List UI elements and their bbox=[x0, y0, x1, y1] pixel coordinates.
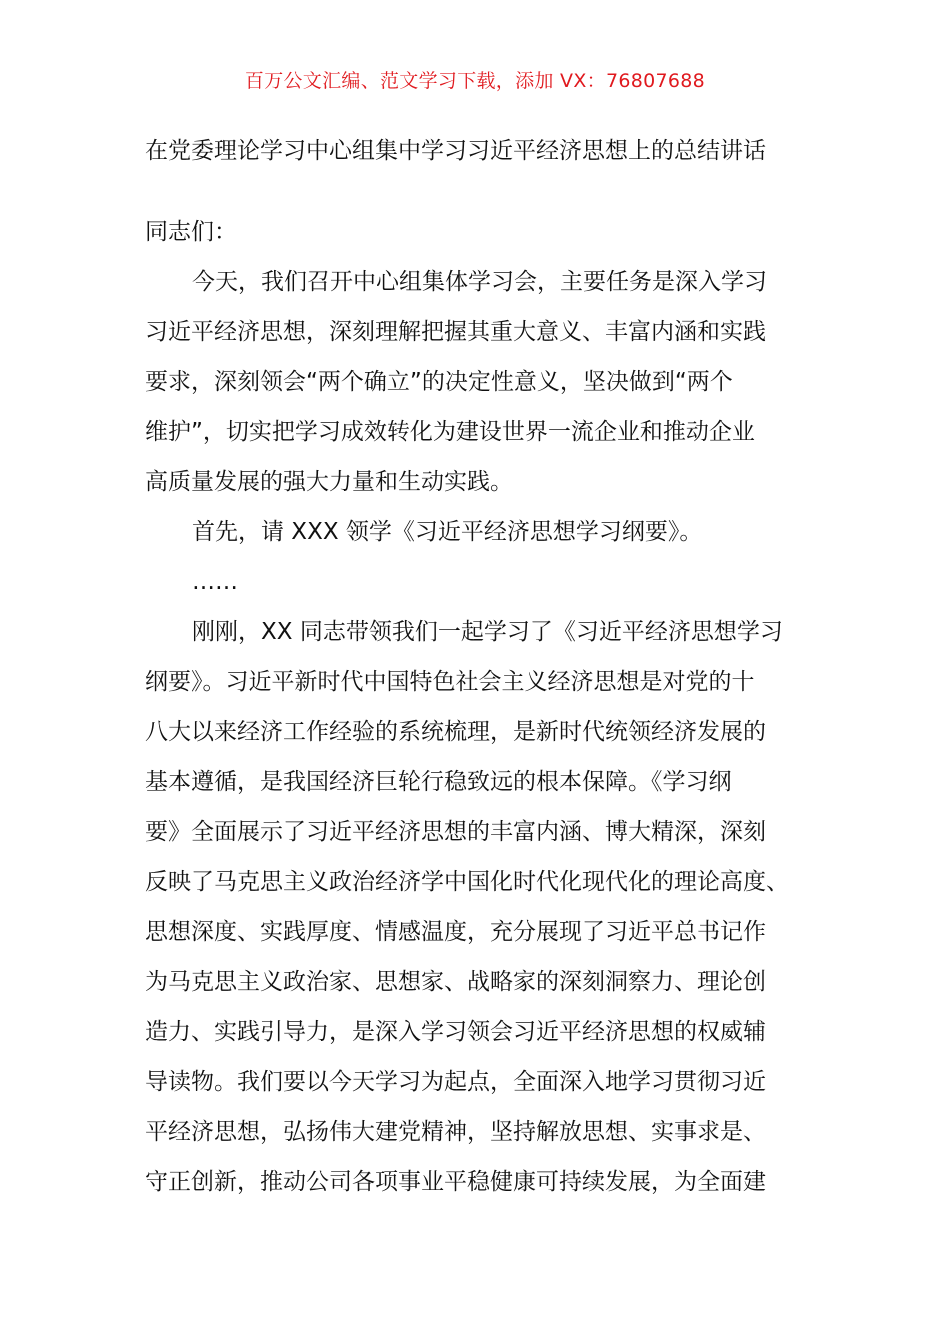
paragraph-line: 为马克思主义政治家、思想家、战略家的深刻洞察力、理论创 bbox=[145, 969, 766, 995]
paragraph-line: 基本遵循，是我国经济巨轮行稳致远的根本保障。《学习纲 bbox=[145, 769, 732, 795]
paragraph-line: 反映了马克思主义政治经济学中国化时代化现代化的理论高度、 bbox=[145, 869, 789, 895]
paragraph-line: 习近平经济思想，深刻理解把握其重大意义、丰富内涵和实践 bbox=[145, 319, 766, 345]
paragraph-line: 思想深度、实践厚度、情感温度，充分展现了习近平总书记作 bbox=[145, 919, 766, 945]
paragraph-line: 造力、实践引导力，是深入学习领会习近平经济思想的权威辅 bbox=[145, 1019, 766, 1045]
paragraph-line: 刚刚，XX 同志带领我们一起学习了《习近平经济思想学习 bbox=[192, 619, 783, 645]
paragraph-line: 首先，请 XXX 领学《习近平经济思想学习纲要》。 bbox=[192, 519, 703, 545]
salutation-line: 同志们： bbox=[145, 219, 237, 245]
paragraph-line: 今天，我们召开中心组集体学习会，主要任务是深入学习 bbox=[192, 269, 767, 295]
paragraph-line: 纲要》。习近平新时代中国特色社会主义经济思想是对党的十 bbox=[145, 669, 755, 695]
document-title: 在党委理论学习中心组集中学习习近平经济思想上的总结讲话 bbox=[145, 138, 766, 164]
paragraph-line: 导读物。我们要以今天学习为起点，全面深入地学习贯彻习近 bbox=[145, 1069, 766, 1095]
ellipsis-line: …… bbox=[192, 569, 238, 595]
paragraph-line: 守正创新，推动公司各项事业平稳健康可持续发展，为全面建 bbox=[145, 1169, 766, 1195]
header-banner: 百万公文汇编、范文学习下载，添加 VX：76807688 bbox=[244, 70, 706, 92]
paragraph-line: 八大以来经济工作经验的系统梳理，是新时代统领经济发展的 bbox=[145, 719, 766, 745]
paragraph-line: 要求，深刻领会“两个确立”的决定性意义，坚决做到“两个 bbox=[145, 369, 733, 395]
paragraph-line: 要》全面展示了习近平经济思想的丰富内涵、博大精深，深刻 bbox=[145, 819, 766, 845]
paragraph-line: 平经济思想，弘扬伟大建党精神，坚持解放思想、实事求是、 bbox=[145, 1119, 766, 1145]
document-body bbox=[145, 207, 810, 1207]
paragraph-line: 维护”，切实把学习成效转化为建设世界一流企业和推动企业 bbox=[145, 419, 755, 445]
paragraph-line: 高质量发展的强大力量和生动实践。 bbox=[145, 469, 513, 495]
